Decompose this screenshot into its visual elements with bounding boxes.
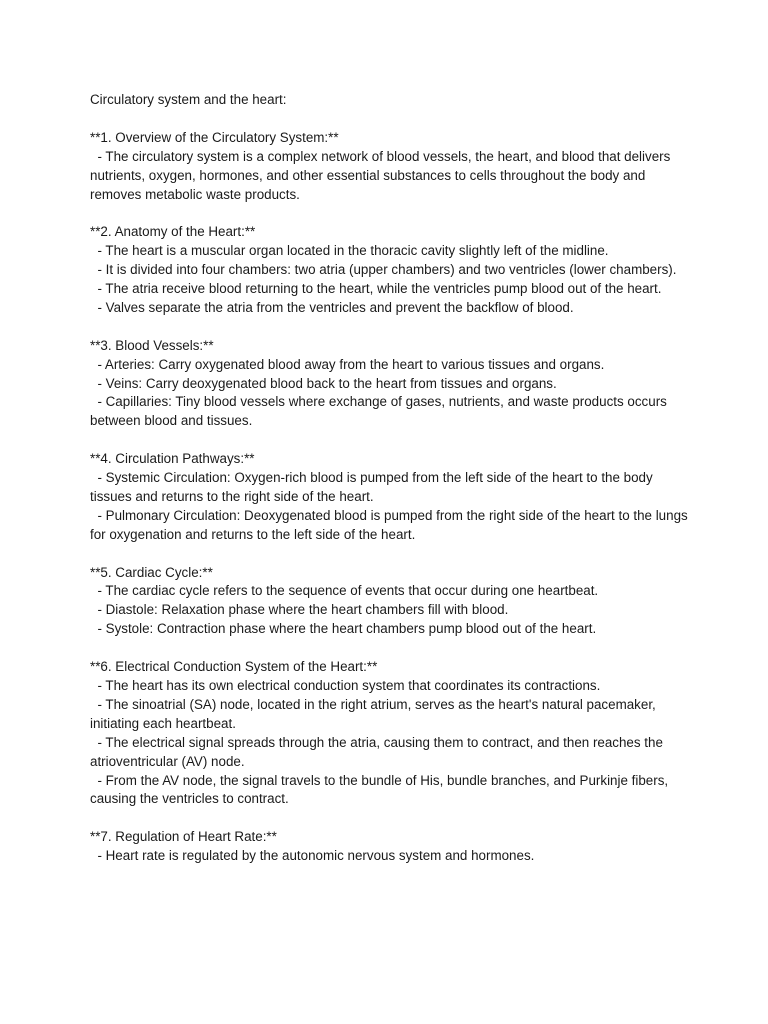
bullet-item: - Pulmonary Circulation: Deoxygenated blood is pumped from the right side of the heart to the lungs for oxygenation and returns to the left side of the heart.: [90, 507, 692, 542]
section-heading: **5. Cardiac Cycle:**: [90, 564, 213, 580]
bullet-item: - It is divided into four chambers: two atria (upper chambers) and two ventricles (lower chambers).: [90, 262, 677, 278]
bullet-item: - The atria receive blood returning to the heart, while the ventricles pump blood out of the heart.: [90, 281, 662, 297]
bullet-item: - Valves separate the atria from the ventricles and prevent the backflow of blood.: [90, 299, 574, 315]
bullet-item: - Diastole: Relaxation phase where the heart chambers fill with blood.: [90, 602, 509, 618]
bullet-item: - From the AV node, the signal travels to the bundle of His, bundle branches, and Purkinje fibers, causing the ventricles to contract.: [90, 772, 672, 807]
section-heading: **7. Regulation of Heart Rate:**: [90, 829, 277, 845]
bullet-item: - Heart rate is regulated by the autonomic nervous system and hormones.: [90, 848, 535, 864]
section-heading: **3. Blood Vessels:**: [90, 337, 214, 353]
bullet-item: - Veins: Carry deoxygenated blood back to the heart from tissues and organs.: [90, 375, 557, 391]
section-overview: [90, 129, 690, 205]
section-blood-vessels: [90, 337, 690, 432]
bullet-item: - The circulatory system is a complex network of blood vessels, the heart, and blood that delivers nutrients, oxygen, hormones, and other essential substances to cells throughout the body and removes metabolic waste products.: [90, 148, 675, 202]
bullet-item: - The electrical signal spreads through the atria, causing them to contract, and then reaches the atrioventricular (AV) node.: [90, 734, 667, 769]
bullet-item: - Systole: Contraction phase where the heart chambers pump blood out of the heart.: [90, 621, 597, 637]
section-heading: **4. Circulation Pathways:**: [90, 451, 255, 467]
document-title: Circulatory system and the heart:: [90, 92, 287, 107]
bullet-item: - The heart has its own electrical conduction system that coordinates its contractions.: [90, 678, 601, 693]
bullet-item: - Systemic Circulation: Oxygen-rich blood is pumped from the left side of the heart to the body tissues and returns to the right side of the heart.: [90, 470, 657, 504]
section-heading: **1. Overview of the Circulatory System:**: [90, 129, 339, 145]
section-heading: **2. Anatomy of the Heart:**: [90, 224, 256, 240]
section-heading: **6. Electrical Conduction System of the Heart:**: [90, 659, 378, 675]
section-heart-rate-regulation: [90, 828, 690, 866]
document-page: [90, 91, 690, 885]
bullet-item: - The sinoatrial (SA) node, located in the right atrium, serves as the heart's natural pacemaker, initiating each heartbeat.: [90, 696, 660, 731]
bullet-item: - Capillaries: Tiny blood vessels where exchange of gases, nutrients, and waste products occurs between blood and tissues.: [90, 394, 671, 429]
bullet-item: - The cardiac cycle refers to the sequence of events that occur during one heartbeat.: [90, 583, 599, 599]
section-electrical-conduction: [90, 658, 690, 809]
section-circulation-pathways: [90, 450, 690, 545]
section-anatomy: [90, 223, 690, 318]
bullet-item: - The heart is a muscular organ located in the thoracic cavity slightly left of the midline.: [90, 243, 609, 259]
section-cardiac-cycle: [90, 564, 690, 640]
bullet-item: - Arteries: Carry oxygenated blood away from the heart to various tissues and organs.: [90, 356, 605, 372]
